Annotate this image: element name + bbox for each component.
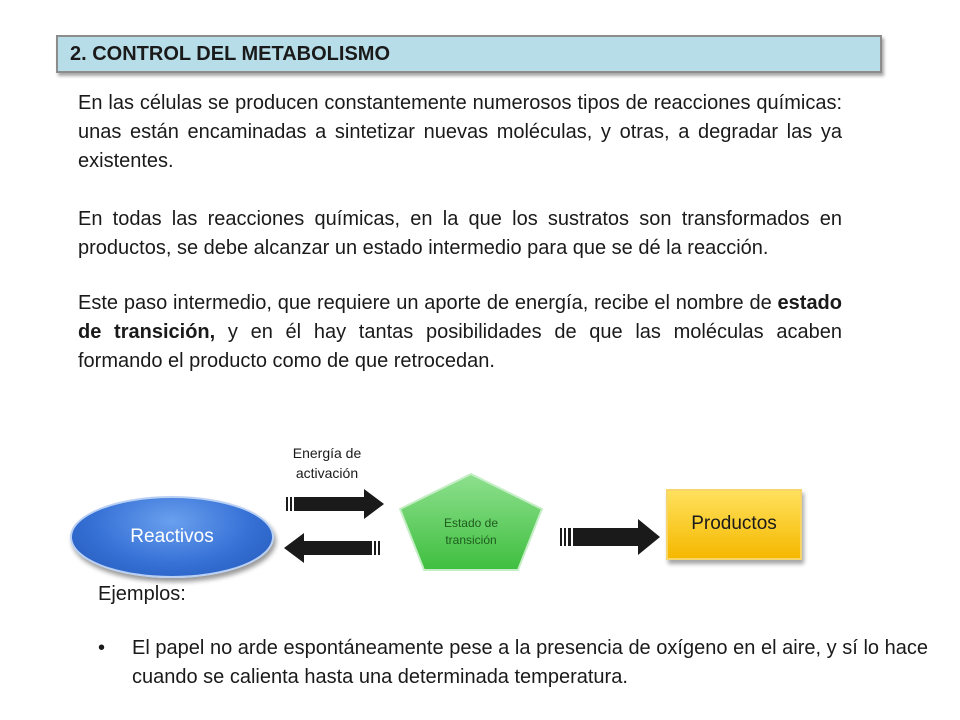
slide-title-bar [56,35,882,73]
reactivos-node [70,496,274,578]
backward-arrow-icon [282,531,382,565]
bullet-icon: • [98,637,106,659]
estado-de-transicion-node [396,471,546,573]
estado-label-line2: transición [445,533,497,547]
paragraph-3-before: Este paso intermedio, que requiere un aporte de energía, recibe el nombre de [78,292,778,314]
slide-title: 2. CONTROL DEL METABOLISMO [70,43,391,65]
productos-label: Productos [691,513,777,534]
reactivos-label: Reactivos [130,526,214,547]
forward-arrow-icon [286,487,386,521]
productos-node [666,489,802,560]
example-text: El papel no arde espontáneamente pese a la presencia de oxígeno en el aire, y sí lo hace cuando se calienta hasta una determinada temperatura. [132,637,928,688]
paragraph-2: En todas las reacciones químicas, en la que los sustratos son transformados en productos, se debe alcanzar un estado intermedio para que se dé la reacción. [78,208,842,259]
paragraph-3-after: y en él hay tantas posibilidades de que las moléculas acaben formando el producto como de que retrocedan. [78,321,842,372]
activation-energy-label-line1: Energía de [292,445,362,461]
paragraph-3 [78,289,842,376]
estado-label-line1: Estado de [443,516,499,530]
estado-label [396,515,546,549]
activation-energy-label [262,443,392,483]
paragraph-3-bold-term: estado de transición, [78,292,842,343]
to-products-arrow-icon [560,517,662,557]
activation-energy-label-line2: activación [295,465,359,481]
paragraph-1: En las células se producen constantemente numerosos tipos de reacciones químicas: unas están encaminadas a sintetizar nuevas moléculas, y otras, a degradar las ya existentes. [78,92,842,172]
examples-heading: Ejemplos: [98,583,186,605]
